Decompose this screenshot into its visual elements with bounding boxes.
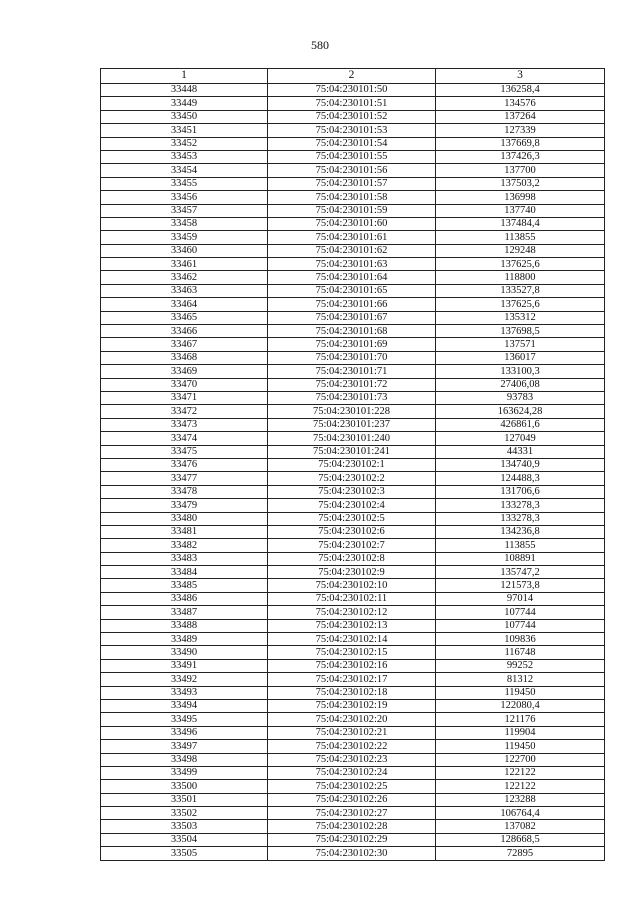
table-row xyxy=(101,284,605,297)
value-cell: 136017 xyxy=(436,351,605,364)
table-row xyxy=(101,338,605,351)
cadastral-number-cell: 75:04:230102:27 xyxy=(268,807,436,820)
row-number-cell: 33475 xyxy=(101,445,268,458)
row-number-cell: 33455 xyxy=(101,177,268,190)
row-number-cell: 33503 xyxy=(101,820,268,833)
value-cell: 119450 xyxy=(436,740,605,753)
cadastral-number-cell: 75:04:230101:58 xyxy=(268,191,436,204)
value-cell: 93783 xyxy=(436,391,605,404)
table-row xyxy=(101,124,605,137)
row-number-cell: 33461 xyxy=(101,258,268,271)
value-cell: 122122 xyxy=(436,780,605,793)
row-number-cell: 33501 xyxy=(101,793,268,806)
value-cell: 123288 xyxy=(436,793,605,806)
row-number-cell: 33502 xyxy=(101,807,268,820)
cadastral-number-cell: 75:04:230101:240 xyxy=(268,432,436,445)
table-row xyxy=(101,445,605,458)
table-row xyxy=(101,405,605,418)
value-cell: 72895 xyxy=(436,847,605,860)
table-row xyxy=(101,150,605,163)
table-row xyxy=(101,418,605,431)
cadastral-number-cell: 75:04:230101:72 xyxy=(268,378,436,391)
table-row xyxy=(101,659,605,672)
cadastral-number-cell: 75:04:230102:12 xyxy=(268,606,436,619)
table-row xyxy=(101,110,605,123)
table-row xyxy=(101,325,605,338)
row-number-cell: 33482 xyxy=(101,539,268,552)
cadastral-value-table xyxy=(100,68,605,861)
value-cell: 116748 xyxy=(436,646,605,659)
cadastral-number-cell: 75:04:230102:24 xyxy=(268,766,436,779)
value-cell: 163624,28 xyxy=(436,405,605,418)
cadastral-number-cell: 75:04:230102:11 xyxy=(268,592,436,605)
column-header-2: 2 xyxy=(268,69,436,84)
table-row xyxy=(101,137,605,150)
table-row xyxy=(101,365,605,378)
cadastral-number-cell: 75:04:230102:9 xyxy=(268,566,436,579)
table-row xyxy=(101,847,605,860)
cadastral-number-cell: 75:04:230101:241 xyxy=(268,445,436,458)
row-number-cell: 33485 xyxy=(101,579,268,592)
cadastral-number-cell: 75:04:230102:1 xyxy=(268,458,436,471)
value-cell: 137698,5 xyxy=(436,325,605,338)
table-row xyxy=(101,458,605,471)
table-row xyxy=(101,164,605,177)
table-row xyxy=(101,512,605,525)
row-number-cell: 33472 xyxy=(101,405,268,418)
cadastral-number-cell: 75:04:230102:19 xyxy=(268,699,436,712)
cadastral-number-cell: 75:04:230101:70 xyxy=(268,351,436,364)
cadastral-number-cell: 75:04:230102:28 xyxy=(268,820,436,833)
cadastral-number-cell: 75:04:230101:55 xyxy=(268,150,436,163)
table-row xyxy=(101,646,605,659)
value-cell: 113855 xyxy=(436,231,605,244)
row-number-cell: 33490 xyxy=(101,646,268,659)
cadastral-number-cell: 75:04:230101:237 xyxy=(268,418,436,431)
cadastral-number-cell: 75:04:230102:29 xyxy=(268,833,436,846)
cadastral-number-cell: 75:04:230102:6 xyxy=(268,525,436,538)
value-cell: 118800 xyxy=(436,271,605,284)
table-row xyxy=(101,298,605,311)
table-row xyxy=(101,525,605,538)
value-cell: 137082 xyxy=(436,820,605,833)
value-cell: 128668,5 xyxy=(436,833,605,846)
cadastral-number-cell: 75:04:230101:54 xyxy=(268,137,436,150)
value-cell: 108891 xyxy=(436,552,605,565)
row-number-cell: 33463 xyxy=(101,284,268,297)
column-header-3: 3 xyxy=(436,69,605,84)
value-cell: 134236,8 xyxy=(436,525,605,538)
value-cell: 44331 xyxy=(436,445,605,458)
value-cell: 133278,3 xyxy=(436,499,605,512)
row-number-cell: 33494 xyxy=(101,699,268,712)
table-row xyxy=(101,780,605,793)
table-row xyxy=(101,633,605,646)
table-body xyxy=(101,84,605,861)
value-cell: 122080,4 xyxy=(436,699,605,712)
table-row xyxy=(101,606,605,619)
value-cell: 127339 xyxy=(436,124,605,137)
cadastral-number-cell: 75:04:230101:73 xyxy=(268,391,436,404)
table-row xyxy=(101,833,605,846)
table-row xyxy=(101,820,605,833)
value-cell: 129248 xyxy=(436,244,605,257)
table-row xyxy=(101,351,605,364)
row-number-cell: 33481 xyxy=(101,525,268,538)
table-row xyxy=(101,740,605,753)
value-cell: 122122 xyxy=(436,766,605,779)
cadastral-number-cell: 75:04:230102:7 xyxy=(268,539,436,552)
value-cell: 137571 xyxy=(436,338,605,351)
value-cell: 121573,8 xyxy=(436,579,605,592)
row-number-cell: 33476 xyxy=(101,458,268,471)
row-number-cell: 33451 xyxy=(101,124,268,137)
value-cell: 122700 xyxy=(436,753,605,766)
table-row xyxy=(101,766,605,779)
table-row xyxy=(101,84,605,97)
cadastral-number-cell: 75:04:230101:53 xyxy=(268,124,436,137)
value-cell: 124488,3 xyxy=(436,472,605,485)
row-number-cell: 33493 xyxy=(101,686,268,699)
cadastral-number-cell: 75:04:230101:65 xyxy=(268,284,436,297)
cadastral-number-cell: 75:04:230102:13 xyxy=(268,619,436,632)
cadastral-number-cell: 75:04:230102:25 xyxy=(268,780,436,793)
page-number: 580 xyxy=(311,38,329,52)
cadastral-number-cell: 75:04:230102:3 xyxy=(268,485,436,498)
row-number-cell: 33491 xyxy=(101,659,268,672)
table-row xyxy=(101,499,605,512)
table-row xyxy=(101,673,605,686)
table-row xyxy=(101,793,605,806)
cadastral-number-cell: 75:04:230101:63 xyxy=(268,258,436,271)
table-row xyxy=(101,592,605,605)
table-row xyxy=(101,713,605,726)
cadastral-number-cell: 75:04:230101:64 xyxy=(268,271,436,284)
cadastral-number-cell: 75:04:230102:15 xyxy=(268,646,436,659)
value-cell: 137740 xyxy=(436,204,605,217)
cadastral-number-cell: 75:04:230101:52 xyxy=(268,110,436,123)
row-number-cell: 33452 xyxy=(101,137,268,150)
table-row xyxy=(101,539,605,552)
value-cell: 133527,8 xyxy=(436,284,605,297)
value-cell: 106764,4 xyxy=(436,807,605,820)
value-cell: 134576 xyxy=(436,97,605,110)
row-number-cell: 33467 xyxy=(101,338,268,351)
table-row xyxy=(101,579,605,592)
row-number-cell: 33449 xyxy=(101,97,268,110)
value-cell: 131706,6 xyxy=(436,485,605,498)
table-row xyxy=(101,311,605,324)
table-row xyxy=(101,686,605,699)
value-cell: 137264 xyxy=(436,110,605,123)
value-cell: 113855 xyxy=(436,539,605,552)
row-number-cell: 33454 xyxy=(101,164,268,177)
row-number-cell: 33495 xyxy=(101,713,268,726)
value-cell: 109836 xyxy=(436,633,605,646)
row-number-cell: 33505 xyxy=(101,847,268,860)
row-number-cell: 33469 xyxy=(101,365,268,378)
row-number-cell: 33488 xyxy=(101,619,268,632)
value-cell: 107744 xyxy=(436,619,605,632)
table-row xyxy=(101,191,605,204)
table-row xyxy=(101,177,605,190)
row-number-cell: 33486 xyxy=(101,592,268,605)
cadastral-number-cell: 75:04:230102:4 xyxy=(268,499,436,512)
cadastral-number-cell: 75:04:230102:2 xyxy=(268,472,436,485)
row-number-cell: 33496 xyxy=(101,726,268,739)
row-number-cell: 33462 xyxy=(101,271,268,284)
row-number-cell: 33458 xyxy=(101,217,268,230)
row-number-cell: 33479 xyxy=(101,499,268,512)
value-cell: 136258,4 xyxy=(436,84,605,97)
row-number-cell: 33504 xyxy=(101,833,268,846)
row-number-cell: 33459 xyxy=(101,231,268,244)
cadastral-number-cell: 75:04:230101:69 xyxy=(268,338,436,351)
cadastral-number-cell: 75:04:230101:66 xyxy=(268,298,436,311)
value-cell: 136998 xyxy=(436,191,605,204)
row-number-cell: 33492 xyxy=(101,673,268,686)
table-row xyxy=(101,258,605,271)
table-row xyxy=(101,244,605,257)
row-number-cell: 33489 xyxy=(101,633,268,646)
value-cell: 137426,3 xyxy=(436,150,605,163)
cadastral-number-cell: 75:04:230102:14 xyxy=(268,633,436,646)
cadastral-number-cell: 75:04:230102:30 xyxy=(268,847,436,860)
row-number-cell: 33471 xyxy=(101,391,268,404)
table-row xyxy=(101,566,605,579)
table-row xyxy=(101,391,605,404)
value-cell: 133278,3 xyxy=(436,512,605,525)
row-number-cell: 33484 xyxy=(101,566,268,579)
row-number-cell: 33456 xyxy=(101,191,268,204)
row-number-cell: 33457 xyxy=(101,204,268,217)
table-row xyxy=(101,432,605,445)
table-row xyxy=(101,97,605,110)
cadastral-number-cell: 75:04:230102:20 xyxy=(268,713,436,726)
value-cell: 134740,9 xyxy=(436,458,605,471)
cadastral-number-cell: 75:04:230101:50 xyxy=(268,84,436,97)
table-row xyxy=(101,378,605,391)
row-number-cell: 33483 xyxy=(101,552,268,565)
value-cell: 133100,3 xyxy=(436,365,605,378)
value-cell: 119904 xyxy=(436,726,605,739)
table-row xyxy=(101,807,605,820)
cadastral-number-cell: 75:04:230102:26 xyxy=(268,793,436,806)
table-header xyxy=(101,69,605,84)
table-row xyxy=(101,699,605,712)
table-row xyxy=(101,217,605,230)
cadastral-number-cell: 75:04:230102:17 xyxy=(268,673,436,686)
table-row xyxy=(101,726,605,739)
cadastral-number-cell: 75:04:230101:60 xyxy=(268,217,436,230)
cadastral-number-cell: 75:04:230101:61 xyxy=(268,231,436,244)
cadastral-number-cell: 75:04:230102:10 xyxy=(268,579,436,592)
value-cell: 135747,2 xyxy=(436,566,605,579)
value-cell: 119450 xyxy=(436,686,605,699)
value-cell: 81312 xyxy=(436,673,605,686)
table-row xyxy=(101,472,605,485)
table-row xyxy=(101,619,605,632)
value-cell: 137625,6 xyxy=(436,258,605,271)
cadastral-number-cell: 75:04:230101:51 xyxy=(268,97,436,110)
value-cell: 27406,08 xyxy=(436,378,605,391)
cadastral-number-cell: 75:04:230102:23 xyxy=(268,753,436,766)
row-number-cell: 33487 xyxy=(101,606,268,619)
cadastral-number-cell: 75:04:230102:18 xyxy=(268,686,436,699)
row-number-cell: 33460 xyxy=(101,244,268,257)
row-number-cell: 33448 xyxy=(101,84,268,97)
value-cell: 99252 xyxy=(436,659,605,672)
row-number-cell: 33474 xyxy=(101,432,268,445)
value-cell: 137669,8 xyxy=(436,137,605,150)
value-cell: 137625,6 xyxy=(436,298,605,311)
cadastral-number-cell: 75:04:230101:56 xyxy=(268,164,436,177)
row-number-cell: 33465 xyxy=(101,311,268,324)
column-header-1: 1 xyxy=(101,69,268,84)
cadastral-number-cell: 75:04:230101:71 xyxy=(268,365,436,378)
row-number-cell: 33498 xyxy=(101,753,268,766)
cadastral-number-cell: 75:04:230102:22 xyxy=(268,740,436,753)
cadastral-number-cell: 75:04:230102:21 xyxy=(268,726,436,739)
value-cell: 121176 xyxy=(436,713,605,726)
row-number-cell: 33450 xyxy=(101,110,268,123)
value-cell: 127049 xyxy=(436,432,605,445)
table-row xyxy=(101,753,605,766)
value-cell: 135312 xyxy=(436,311,605,324)
cadastral-number-cell: 75:04:230102:8 xyxy=(268,552,436,565)
table-row xyxy=(101,271,605,284)
row-number-cell: 33478 xyxy=(101,485,268,498)
table-row xyxy=(101,204,605,217)
cadastral-number-cell: 75:04:230102:5 xyxy=(268,512,436,525)
table-row xyxy=(101,485,605,498)
row-number-cell: 33468 xyxy=(101,351,268,364)
cadastral-number-cell: 75:04:230101:68 xyxy=(268,325,436,338)
row-number-cell: 33499 xyxy=(101,766,268,779)
row-number-cell: 33497 xyxy=(101,740,268,753)
row-number-cell: 33470 xyxy=(101,378,268,391)
cadastral-number-cell: 75:04:230101:59 xyxy=(268,204,436,217)
value-cell: 137503,2 xyxy=(436,177,605,190)
row-number-cell: 33453 xyxy=(101,150,268,163)
header-row xyxy=(101,69,605,84)
cadastral-number-cell: 75:04:230101:228 xyxy=(268,405,436,418)
row-number-cell: 33477 xyxy=(101,472,268,485)
cadastral-number-cell: 75:04:230102:16 xyxy=(268,659,436,672)
row-number-cell: 33464 xyxy=(101,298,268,311)
row-number-cell: 33473 xyxy=(101,418,268,431)
row-number-cell: 33500 xyxy=(101,780,268,793)
cadastral-number-cell: 75:04:230101:57 xyxy=(268,177,436,190)
table-row xyxy=(101,552,605,565)
table-row xyxy=(101,231,605,244)
value-cell: 137700 xyxy=(436,164,605,177)
value-cell: 426861,6 xyxy=(436,418,605,431)
value-cell: 97014 xyxy=(436,592,605,605)
cadastral-number-cell: 75:04:230101:62 xyxy=(268,244,436,257)
row-number-cell: 33480 xyxy=(101,512,268,525)
row-number-cell: 33466 xyxy=(101,325,268,338)
value-cell: 107744 xyxy=(436,606,605,619)
value-cell: 137484,4 xyxy=(436,217,605,230)
cadastral-number-cell: 75:04:230101:67 xyxy=(268,311,436,324)
